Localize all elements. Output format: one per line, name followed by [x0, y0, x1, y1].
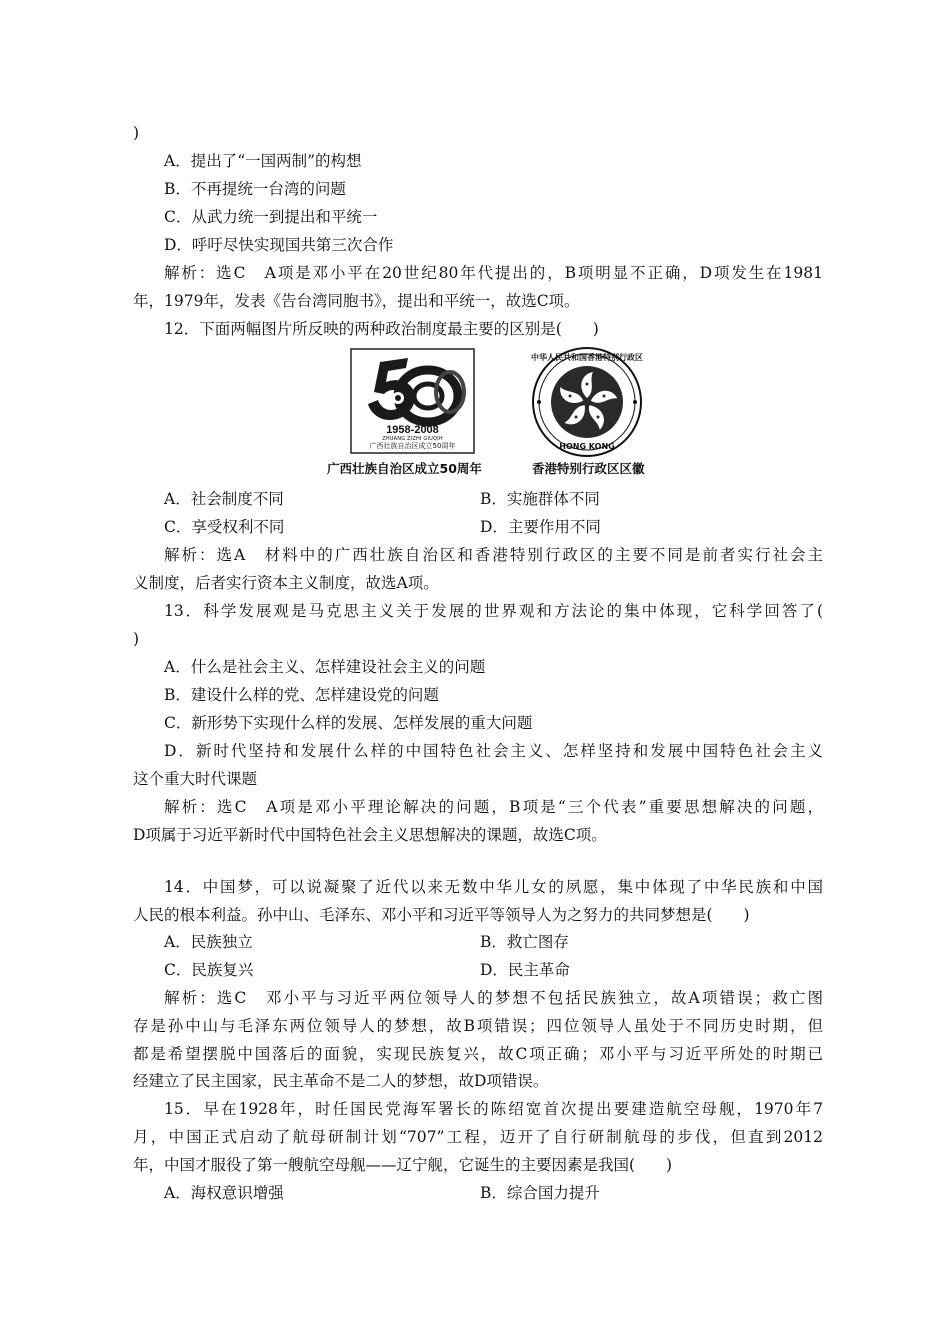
q15-stem-line-2: 月，中国正式启动了航母研制计划“707”工程，迈开了自行研制航母的步伐，但直到2012 [133, 1128, 823, 1146]
q14-option-d: D．民主革命 [480, 961, 570, 979]
guangxi-logo-years: 1958-2008 [386, 424, 439, 436]
q11-stem-tail: ) [133, 124, 140, 142]
guangxi-logo-caption: 广西壮族自治区成立50周年 [327, 461, 482, 476]
q15-stem-line-3: 年，中国才服役了第一艘航空母舰——辽宁舰，它诞生的主要因素是我国( ) [133, 1156, 673, 1174]
q15-option-a: A．海权意识增强 [164, 1184, 284, 1202]
q12-stem: 12．下面两幅图片所反映的两种政治制度最主要的区别是( ) [164, 320, 599, 338]
q14-analysis-line-3: 都是希望摆脱中国落后的面貌，实现民族复兴，故C项正确；邓小平与习近平所处的时期已 [133, 1045, 823, 1063]
q12-option-a: A．社会制度不同 [164, 490, 284, 508]
q12-analysis-line-1: 解析：选A 材料中的广西壮族自治区和香港特别行政区的主要不同是前者实行社会主 [164, 546, 823, 564]
q13-option-d-line-2: 这个重大时代课题 [133, 770, 258, 788]
q13-option-b: B．建设什么样的党、怎样建设党的问题 [164, 686, 439, 704]
q14-analysis-line-2: 存是孙中山与毛泽东两位领导人的梦想，故B项错误；四位领导人虽处于不同历史时期，但 [133, 1017, 823, 1035]
guangxi-logo-small-cn: 广西壮族自治区成立50周年 [369, 442, 456, 450]
hong-kong-regional-emblem [531, 346, 643, 458]
q13-stem-line-1: 13．科学发展观是马克思主义关于发展的世界观和方法论的集中体现，它科学回答了( [164, 602, 823, 620]
q13-analysis-line-1: 解析：选C A项是邓小平理论解决的问题，B项是“三个代表”重要思想解决的问题， [164, 798, 823, 816]
q13-stem-line-2: ) [133, 630, 140, 648]
guangxi-50th-anniversary-logo [350, 348, 475, 454]
q13-analysis-line-2: D项属于习近平新时代中国特色社会主义思想解决的课题，故选C项。 [133, 826, 607, 844]
q13-option-a: A．什么是社会主义、怎样建设社会主义的问题 [164, 658, 486, 676]
q14-option-c: C．民族复兴 [164, 961, 254, 979]
q14-analysis-line-4: 经建立了民主国家，民主革命不是二人的梦想，故D项错误。 [133, 1072, 549, 1090]
q15-option-b: B．综合国力提升 [480, 1184, 600, 1202]
q14-option-b: B．救亡图存 [480, 933, 569, 951]
q11-option-c: C．从武力统一到提出和平统一 [164, 208, 378, 226]
q11-option-a: A．提出了“一国两制”的构想 [164, 152, 362, 170]
q13-option-d-line-1: D．新时代坚持和发展什么样的中国特色社会主义、怎样坚持和发展中国特色社会主义 [164, 742, 823, 760]
hong-kong-emblem-en-text: HONG KONG [559, 442, 615, 451]
hong-kong-emblem-ring-text: 中华人民共和国香港特别行政区 [531, 353, 643, 362]
q12-option-b: B．实施群体不同 [480, 490, 600, 508]
hong-kong-emblem-caption: 香港特别行政区区徽 [532, 461, 645, 476]
q15-stem-line-1: 15．早在1928年，时任国民党海军署长的陈绍宽首次提出要建造航空母舰，1970年7 [164, 1100, 823, 1118]
q11-option-d: D．呼吁尽快实现国共第三次合作 [164, 236, 394, 254]
q14-stem-line-1: 14．中国梦，可以说凝聚了近代以来无数中华儿女的夙愿，集中体现了中华民族和中国 [164, 878, 823, 896]
q11-analysis-line-1: 解析：选C A项是邓小平在20世纪80年代提出的，B项明显不正确，D项发生在1981 [164, 264, 823, 282]
q14-option-a: A．民族独立 [164, 933, 253, 951]
q12-option-c: C．享受权利不同 [164, 518, 285, 536]
q12-analysis-line-2: 义制度，后者实行资本主义制度，故选A项。 [133, 574, 439, 592]
q11-analysis-line-2: 年，1979年，发表《告台湾同胞书》，提出和平统一，故选C项。 [133, 292, 580, 310]
q14-stem-line-2: 人民的根本利益。孙中山、毛泽东、邓小平和习近平等领导人为之努力的共同梦想是( ) [133, 906, 750, 924]
q14-analysis-line-1: 解析：选C 邓小平与习近平两位领导人的梦想不包括民族独立，故A项错误；救亡图 [164, 989, 823, 1007]
guangxi-logo-small-text: ZHUANG ZIZHI GIUQIH [382, 436, 443, 442]
q12-option-d: D．主要作用不同 [480, 518, 601, 536]
q11-option-b: B．不再提统一台湾的问题 [164, 180, 346, 198]
q13-option-c: C．新形势下实现什么样的发展、怎样发展的重大问题 [164, 714, 533, 732]
